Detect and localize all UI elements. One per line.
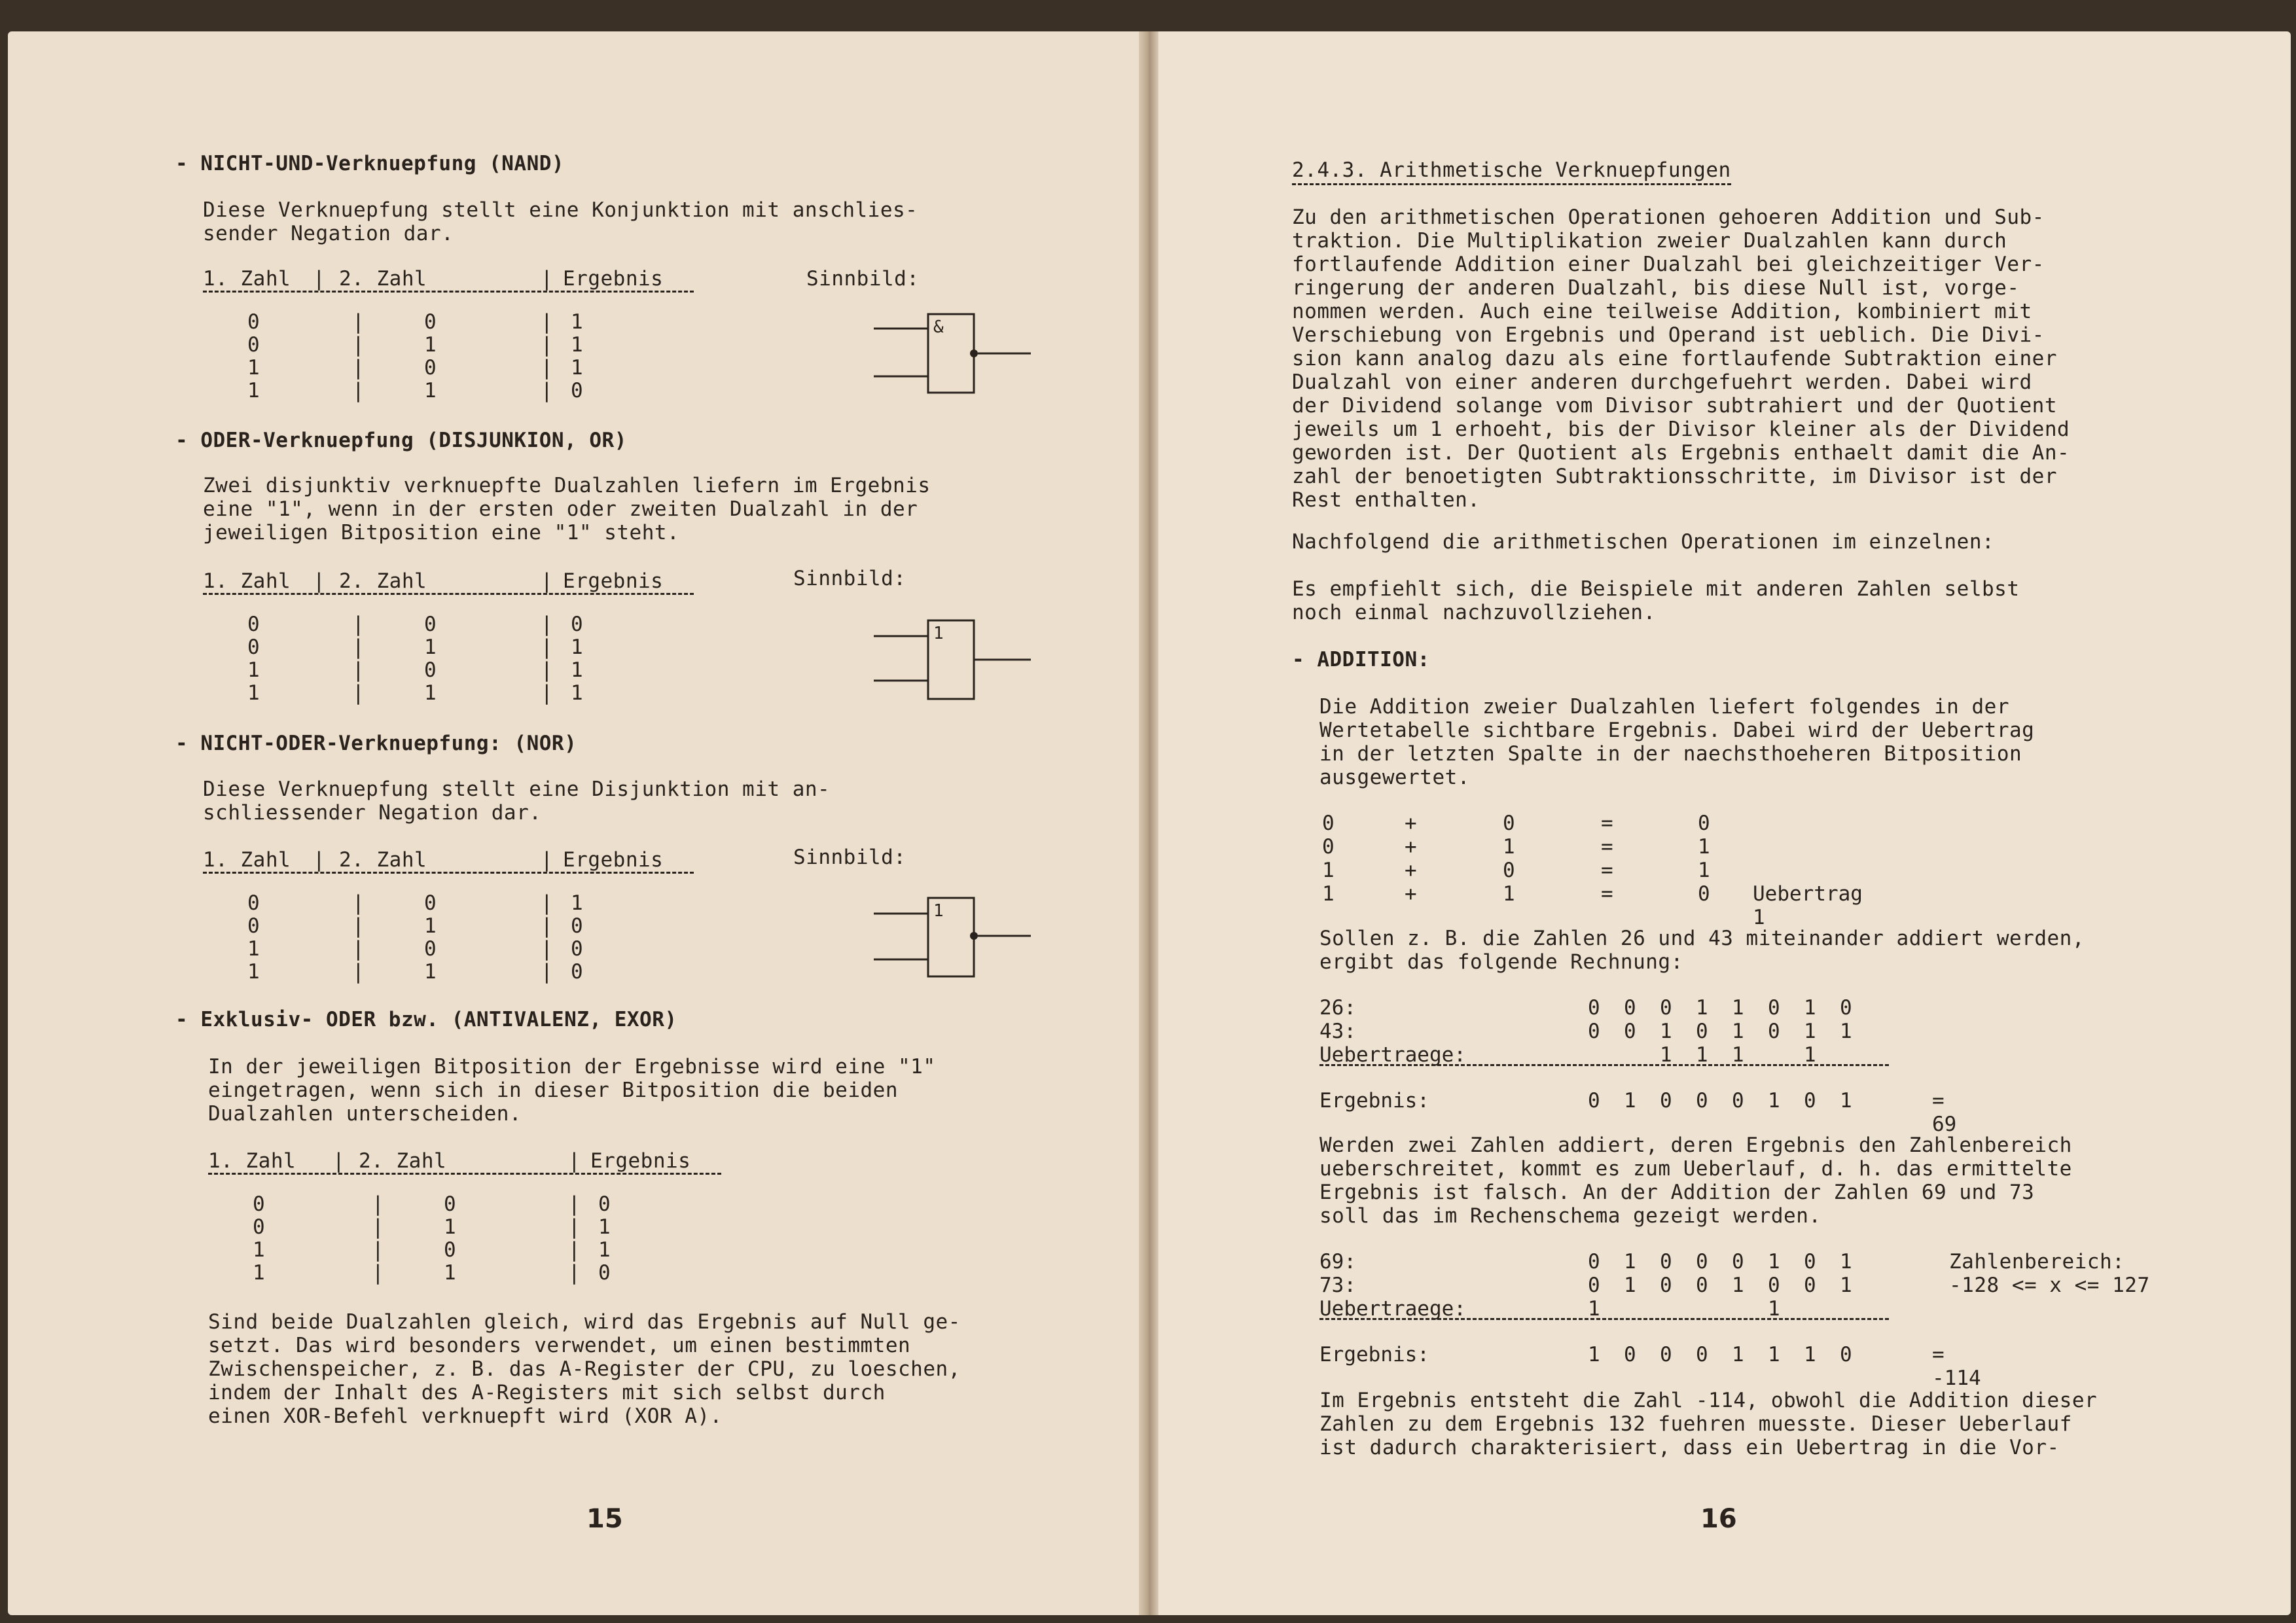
column-separator: | bbox=[541, 681, 553, 705]
closing-text-4: indem der Inhalt des A-Registers mit sich selbst durch bbox=[208, 1381, 886, 1404]
range-label: Zahlenbereich: bbox=[1949, 1250, 2125, 1274]
column-separator: | bbox=[372, 1192, 384, 1216]
column-separator: | bbox=[541, 379, 553, 402]
column-separator: | bbox=[352, 356, 365, 380]
ex2-bit: 0 bbox=[1660, 1274, 1672, 1297]
ex1-bit: 0 bbox=[1696, 1020, 1708, 1043]
column-separator: | bbox=[352, 613, 365, 636]
intro-line: geworden ist. Der Quotient als Ergebnis enthaelt damit die An- bbox=[1292, 441, 2070, 465]
ex1-dashed-rule bbox=[1319, 1064, 1889, 1066]
closing-text-3: Zwischenspeicher, z. B. das A-Register der CPU, zu loeschen, bbox=[208, 1357, 961, 1381]
column-separator: | bbox=[541, 310, 553, 334]
nor-text-1: Diese Verknuepfung stellt eine Disjunktion mit an- bbox=[203, 777, 831, 801]
header-col1: 1. Zahl bbox=[203, 569, 291, 593]
column-separator: | bbox=[372, 1261, 384, 1285]
example1-text-1: Sollen z. B. die Zahlen 26 und 43 miteinander addiert werden, bbox=[1319, 927, 2085, 950]
or-table-header bbox=[203, 569, 694, 595]
ex2-bit: 0 bbox=[1660, 1250, 1672, 1274]
paragraph-3-line-2: noch einmal nachzuvollziehen. bbox=[1292, 601, 1656, 624]
table-cell: 1 bbox=[571, 310, 583, 334]
addition-table-cell: 0 bbox=[1503, 812, 1515, 835]
ex1-row-label: 26: bbox=[1319, 996, 1356, 1020]
ex1-bit: 1 bbox=[1660, 1043, 1672, 1067]
or-gate-label: 1 bbox=[933, 624, 944, 643]
nand-heading: - NICHT-UND-Verknuepfung (NAND) bbox=[175, 152, 565, 175]
column-separator: | bbox=[352, 681, 365, 705]
ex1-bit: 0 bbox=[1768, 996, 1780, 1020]
intro-line: zahl der benoetigten Subtraktionsschritte, im Divisor ist der bbox=[1292, 465, 2057, 488]
ex1-bit: 1 bbox=[1660, 1020, 1672, 1043]
addition-table-cell: + bbox=[1405, 882, 1417, 906]
table-cell: 1 bbox=[424, 333, 437, 357]
intro-line: ringerung der anderen Dualzahl, bis diese Null ist, vorge- bbox=[1292, 276, 2020, 300]
table-cell: 1 bbox=[247, 681, 260, 705]
table-cell: 1 bbox=[424, 681, 437, 705]
table-cell: 1 bbox=[253, 1238, 265, 1262]
addition-table-cell: + bbox=[1405, 859, 1417, 882]
ex2-bit: 0 bbox=[1588, 1250, 1600, 1274]
ex1-bit: 0 bbox=[1660, 996, 1672, 1020]
nor-gate-label: 1 bbox=[933, 901, 944, 921]
table-cell: 0 bbox=[424, 891, 437, 915]
header-col3: Ergebnis bbox=[563, 848, 664, 872]
intro-line: Zu den arithmetischen Operationen gehoeren Addition und Sub- bbox=[1292, 205, 2045, 229]
table-cell: 1 bbox=[424, 960, 437, 984]
table-cell: 0 bbox=[424, 356, 437, 380]
column-separator: | bbox=[352, 891, 365, 915]
table-cell: 0 bbox=[247, 891, 260, 915]
ex2-row-label: Uebertraege: bbox=[1319, 1297, 1466, 1321]
column-separator: | bbox=[541, 960, 553, 984]
header-col3: Ergebnis bbox=[563, 267, 664, 291]
table-cell: 1 bbox=[424, 635, 437, 659]
overflow-text-1: Werden zwei Zahlen addiert, deren Ergebnis den Zahlenbereich bbox=[1319, 1133, 2072, 1157]
addition-text-2: Wertetabelle sichtbare Ergebnis. Dabei wird der Uebertrag bbox=[1319, 719, 2035, 742]
ex2-bit: 0 bbox=[1696, 1274, 1708, 1297]
final-text-1: Im Ergebnis entsteht die Zahl -114, obwohl die Addition dieser bbox=[1319, 1389, 2098, 1412]
table-cell: 0 bbox=[253, 1192, 265, 1216]
table-cell: 1 bbox=[598, 1215, 611, 1239]
header-col2: 2. Zahl bbox=[339, 848, 427, 872]
ex1-bit: 1 bbox=[1732, 1020, 1744, 1043]
addition-table-cell: = bbox=[1601, 835, 1613, 859]
intro-line: traktion. Die Multiplikation zweier Dualzahlen kann durch bbox=[1292, 229, 2007, 253]
ex2-bit: 1 bbox=[1840, 1250, 1852, 1274]
xor-text-2: eingetragen, wenn sich in dieser Bitposition die beiden bbox=[208, 1079, 898, 1102]
header-separator: | bbox=[541, 569, 554, 593]
ex2-bit: 1 bbox=[1588, 1297, 1600, 1321]
header-col1: 1. Zahl bbox=[203, 848, 291, 872]
ex2-bit: 1 bbox=[1768, 1297, 1780, 1321]
addition-table-cell: = bbox=[1601, 882, 1613, 906]
ex1-result-bit: 0 bbox=[1696, 1089, 1708, 1113]
header-separator: | bbox=[332, 1149, 346, 1173]
or-heading: - ODER-Verknuepfung (DISJUNKION, OR) bbox=[175, 429, 627, 452]
table-cell: 0 bbox=[247, 914, 260, 938]
addition-table-cell: 1 bbox=[1503, 882, 1515, 906]
column-separator: | bbox=[352, 379, 365, 402]
table-cell: 0 bbox=[444, 1238, 456, 1262]
table-cell: 1 bbox=[247, 356, 260, 380]
header-col1: 1. Zahl bbox=[203, 267, 291, 291]
addition-table-cell: = bbox=[1601, 859, 1613, 882]
nor-heading: - NICHT-ODER-Verknuepfung: (NOR) bbox=[175, 732, 577, 755]
column-separator: | bbox=[541, 613, 553, 636]
ex2-bit: 0 bbox=[1588, 1274, 1600, 1297]
ex1-bit: 0 bbox=[1768, 1020, 1780, 1043]
ex1-row-label: 43: bbox=[1319, 1020, 1356, 1043]
nand-gate-label: & bbox=[933, 317, 944, 337]
table-cell: 0 bbox=[598, 1261, 611, 1285]
table-cell: 0 bbox=[571, 379, 583, 402]
header-col1: 1. Zahl bbox=[208, 1149, 296, 1173]
intro-line: Rest enthalten. bbox=[1292, 488, 1480, 512]
ex1-result-bit: 0 bbox=[1804, 1089, 1816, 1113]
ex2-result-label: Ergebnis: bbox=[1319, 1343, 1429, 1366]
addition-text-3: in der letzten Spalte in der naechsthoeheren Bitposition bbox=[1319, 742, 2022, 766]
table-cell: 0 bbox=[247, 613, 260, 636]
column-separator: | bbox=[541, 658, 553, 682]
ex2-result-bit: 0 bbox=[1660, 1343, 1672, 1366]
table-cell: 0 bbox=[424, 658, 437, 682]
column-separator: | bbox=[541, 937, 553, 961]
header-separator: | bbox=[541, 267, 554, 291]
left-page-number: 15 bbox=[586, 1504, 623, 1534]
header-col2: 2. Zahl bbox=[339, 267, 427, 291]
ex1-bit: 1 bbox=[1840, 1020, 1852, 1043]
table-cell: 1 bbox=[571, 356, 583, 380]
header-separator: | bbox=[541, 848, 554, 872]
ex2-bit: 1 bbox=[1768, 1250, 1780, 1274]
column-separator: | bbox=[568, 1215, 581, 1239]
column-separator: | bbox=[372, 1215, 384, 1239]
table-cell: 1 bbox=[247, 960, 260, 984]
ex1-result-bit: 1 bbox=[1768, 1089, 1780, 1113]
addition-text-1: Die Addition zweier Dualzahlen liefert folgendes in der bbox=[1319, 695, 2009, 719]
ex2-result-bit: 1 bbox=[1804, 1343, 1816, 1366]
addition-table-cell: 1 bbox=[1503, 835, 1515, 859]
column-separator: | bbox=[541, 333, 553, 357]
ex1-bit: 1 bbox=[1804, 996, 1816, 1020]
section-heading: 2.4.3. Arithmetische Verknuepfungen bbox=[1292, 158, 1731, 185]
xor-heading: - Exklusiv- ODER bzw. (ANTIVALENZ, EXOR) bbox=[175, 1008, 677, 1031]
column-separator: | bbox=[352, 333, 365, 357]
table-cell: 1 bbox=[571, 658, 583, 682]
ex1-bit: 1 bbox=[1732, 1043, 1744, 1067]
or-text-3: jeweiligen Bitposition eine "1" steht. bbox=[203, 521, 680, 544]
column-separator: | bbox=[541, 356, 553, 380]
example1-text-2: ergibt das folgende Rechnung: bbox=[1319, 950, 1683, 974]
column-separator: | bbox=[541, 891, 553, 915]
ex2-bit: 0 bbox=[1696, 1250, 1708, 1274]
table-cell: 0 bbox=[598, 1192, 611, 1216]
table-cell: 0 bbox=[424, 937, 437, 961]
intro-line: der Dividend solange vom Divisor subtrahiert und der Quotient bbox=[1292, 394, 2057, 418]
ex1-bit: 1 bbox=[1804, 1020, 1816, 1043]
addition-table-cell: 0 bbox=[1698, 882, 1710, 906]
nor-sinnbild-label: Sinnbild: bbox=[793, 846, 906, 869]
ex1-row-label: Uebertraege: bbox=[1319, 1043, 1466, 1067]
ex1-bit: 1 bbox=[1696, 1043, 1708, 1067]
table-cell: 1 bbox=[253, 1261, 265, 1285]
table-cell: 1 bbox=[571, 635, 583, 659]
addition-table-cell: 1 bbox=[1322, 859, 1335, 882]
right-page-number: 16 bbox=[1700, 1504, 1737, 1534]
addition-text-4: ausgewertet. bbox=[1319, 766, 1470, 789]
ex1-bit: 0 bbox=[1588, 1020, 1600, 1043]
column-separator: | bbox=[372, 1238, 384, 1262]
ex2-result-bit: 0 bbox=[1624, 1343, 1636, 1366]
nand-gate-symbol bbox=[870, 308, 1034, 399]
final-text-3: ist dadurch charakterisiert, dass ein Uebertrag in die Vor- bbox=[1319, 1436, 2060, 1459]
final-text-2: Zahlen zu dem Ergebnis 132 fuehren muesste. Dieser Ueberlauf bbox=[1319, 1412, 2072, 1436]
ex2-bit: 0 bbox=[1768, 1274, 1780, 1297]
header-separator: | bbox=[568, 1149, 581, 1173]
ex1-result-label: Ergebnis: bbox=[1319, 1089, 1429, 1113]
ex2-bit: 1 bbox=[1732, 1274, 1744, 1297]
closing-text-1: Sind beide Dualzahlen gleich, wird das Ergebnis auf Null ge- bbox=[208, 1310, 961, 1334]
ex2-dashed-rule bbox=[1319, 1318, 1889, 1320]
nand-table-header bbox=[203, 267, 694, 293]
ex2-bit: 0 bbox=[1732, 1250, 1744, 1274]
ex2-result-bit: 1 bbox=[1768, 1343, 1780, 1366]
xor-text-1: In der jeweiligen Bitposition der Ergebnisse wird eine "1" bbox=[208, 1055, 936, 1079]
nand-text-2: sender Negation dar. bbox=[203, 222, 454, 245]
overflow-text-3: Ergebnis ist falsch. An der Addition der Zahlen 69 und 73 bbox=[1319, 1181, 2035, 1204]
ex2-bit: 0 bbox=[1804, 1250, 1816, 1274]
table-cell: 0 bbox=[571, 937, 583, 961]
ex1-result-bit: 0 bbox=[1588, 1089, 1600, 1113]
table-cell: 1 bbox=[444, 1261, 456, 1285]
header-col2: 2. Zahl bbox=[339, 569, 427, 593]
paragraph-3-line-1: Es empfiehlt sich, die Beispiele mit anderen Zahlen selbst bbox=[1292, 577, 2020, 601]
ex2-result-bit: 0 bbox=[1696, 1343, 1708, 1366]
table-cell: 0 bbox=[424, 310, 437, 334]
table-cell: 0 bbox=[571, 960, 583, 984]
column-separator: | bbox=[541, 914, 553, 938]
addition-table-cell: 1 bbox=[1698, 835, 1710, 859]
header-col3: Ergebnis bbox=[563, 569, 664, 593]
overflow-text-4: soll das im Rechenschema gezeigt werden. bbox=[1319, 1204, 1821, 1228]
nor-table-header bbox=[203, 848, 694, 874]
closing-text-5: einen XOR-Befehl verknuepft wird (XOR A). bbox=[208, 1404, 723, 1428]
ex2-bit: 1 bbox=[1624, 1274, 1636, 1297]
intro-line: Verschiebung von Ergebnis und Operand ist ueblich. Die Divi- bbox=[1292, 323, 2045, 347]
header-col3: Ergebnis bbox=[590, 1149, 691, 1173]
column-separator: | bbox=[352, 635, 365, 659]
table-cell: 0 bbox=[247, 333, 260, 357]
column-separator: | bbox=[568, 1261, 581, 1285]
nand-sinnbild-label: Sinnbild: bbox=[806, 267, 920, 291]
table-cell: 1 bbox=[247, 658, 260, 682]
column-separator: | bbox=[352, 937, 365, 961]
header-separator: | bbox=[313, 267, 326, 291]
column-separator: | bbox=[568, 1238, 581, 1262]
table-cell: 0 bbox=[571, 914, 583, 938]
ex1-bit: 0 bbox=[1624, 996, 1636, 1020]
intro-line: nommen werden. Auch eine teilweise Addition, kombiniert mit bbox=[1292, 300, 2032, 323]
table-cell: 1 bbox=[598, 1238, 611, 1262]
or-text-1: Zwei disjunktiv verknuepfte Dualzahlen liefern im Ergebnis bbox=[203, 474, 931, 497]
column-separator: | bbox=[352, 658, 365, 682]
addition-table-cell: 0 bbox=[1503, 859, 1515, 882]
ex1-result-bit: 0 bbox=[1660, 1089, 1672, 1113]
addition-table-cell: Uebertrag 1 bbox=[1753, 882, 1863, 929]
table-cell: 1 bbox=[424, 914, 437, 938]
ex1-bit: 1 bbox=[1696, 996, 1708, 1020]
ex2-bit: 1 bbox=[1840, 1274, 1852, 1297]
header-separator: | bbox=[313, 848, 326, 872]
table-cell: 0 bbox=[247, 635, 260, 659]
range-value: -128 <= x <= 127 bbox=[1949, 1274, 2150, 1297]
addition-table-cell: + bbox=[1405, 812, 1417, 835]
overflow-text-2: ueberschreitet, kommt es zum Ueberlauf, d. h. das ermittelte bbox=[1319, 1157, 2072, 1181]
nor-text-2: schliessender Negation dar. bbox=[203, 801, 542, 825]
addition-table-cell: = bbox=[1601, 812, 1613, 835]
table-cell: 0 bbox=[571, 613, 583, 636]
intro-line: Dualzahl von einer anderen durchgefuehrt werden. Dabei wird bbox=[1292, 370, 2032, 394]
column-separator: | bbox=[352, 914, 365, 938]
addition-table-cell: + bbox=[1405, 835, 1417, 859]
xor-table-header bbox=[208, 1149, 721, 1175]
addition-table-cell: 1 bbox=[1698, 859, 1710, 882]
column-separator: | bbox=[352, 960, 365, 984]
addition-table-cell: 0 bbox=[1322, 812, 1335, 835]
table-cell: 1 bbox=[247, 379, 260, 402]
header-col2: 2. Zahl bbox=[359, 1149, 447, 1173]
table-cell: 1 bbox=[571, 333, 583, 357]
table-cell: 0 bbox=[247, 310, 260, 334]
table-cell: 1 bbox=[571, 681, 583, 705]
book-gutter bbox=[1139, 31, 1158, 1615]
ex1-result-bit: 1 bbox=[1624, 1089, 1636, 1113]
ex1-result-value: = 69 bbox=[1932, 1089, 1957, 1136]
nand-text-1: Diese Verknuepfung stellt eine Konjunktion mit anschlies- bbox=[203, 198, 918, 222]
closing-text-2: setzt. Das wird besonders verwendet, um einen bestimmten bbox=[208, 1334, 911, 1357]
xor-text-3: Dualzahlen unterscheiden. bbox=[208, 1102, 522, 1126]
table-cell: 0 bbox=[444, 1192, 456, 1216]
intro-line: fortlaufende Addition einer Dualzahl bei gleichzeitiger Ver- bbox=[1292, 253, 2045, 276]
table-cell: 1 bbox=[247, 937, 260, 961]
ex2-result-value: = -114 bbox=[1932, 1343, 1981, 1390]
ex1-bit: 0 bbox=[1588, 996, 1600, 1020]
ex1-bit: 0 bbox=[1840, 996, 1852, 1020]
column-separator: | bbox=[352, 310, 365, 334]
ex1-result-bit: 1 bbox=[1840, 1089, 1852, 1113]
intro-line: jeweils um 1 erhoeht, bis der Divisor kleiner als der Dividend bbox=[1292, 418, 2070, 441]
table-cell: 1 bbox=[444, 1215, 456, 1239]
or-gate-symbol bbox=[870, 615, 1034, 707]
addition-heading: - ADDITION: bbox=[1292, 648, 1430, 671]
ex2-result-bit: 1 bbox=[1588, 1343, 1600, 1366]
ex2-row-label: 73: bbox=[1319, 1274, 1356, 1297]
table-cell: 0 bbox=[253, 1215, 265, 1239]
ex2-result-bit: 0 bbox=[1840, 1343, 1852, 1366]
or-sinnbild-label: Sinnbild: bbox=[793, 567, 906, 590]
table-cell: 1 bbox=[424, 379, 437, 402]
intro-line: sion kann analog dazu als eine fortlaufende Subtraktion einer bbox=[1292, 347, 2057, 370]
ex1-bit: 1 bbox=[1804, 1043, 1816, 1067]
addition-table-cell: 0 bbox=[1698, 812, 1710, 835]
table-cell: 0 bbox=[424, 613, 437, 636]
ex1-result-bit: 0 bbox=[1732, 1089, 1744, 1113]
ex1-bit: 1 bbox=[1732, 996, 1744, 1020]
column-separator: | bbox=[541, 635, 553, 659]
ex2-bit: 1 bbox=[1624, 1250, 1636, 1274]
ex2-result-bit: 1 bbox=[1732, 1343, 1744, 1366]
column-separator: | bbox=[568, 1192, 581, 1216]
or-text-2: eine "1", wenn in der ersten oder zweiten Dualzahl in der bbox=[203, 497, 918, 521]
addition-table-cell: 0 bbox=[1322, 835, 1335, 859]
paragraph-2: Nachfolgend die arithmetischen Operationen im einzelnen: bbox=[1292, 530, 1995, 554]
nor-gate-symbol bbox=[870, 891, 1034, 983]
ex1-bit: 0 bbox=[1624, 1020, 1636, 1043]
header-separator: | bbox=[313, 569, 326, 593]
ex2-bit: 0 bbox=[1804, 1274, 1816, 1297]
table-cell: 1 bbox=[571, 891, 583, 915]
addition-table-cell: 1 bbox=[1322, 882, 1335, 906]
ex2-row-label: 69: bbox=[1319, 1250, 1356, 1274]
